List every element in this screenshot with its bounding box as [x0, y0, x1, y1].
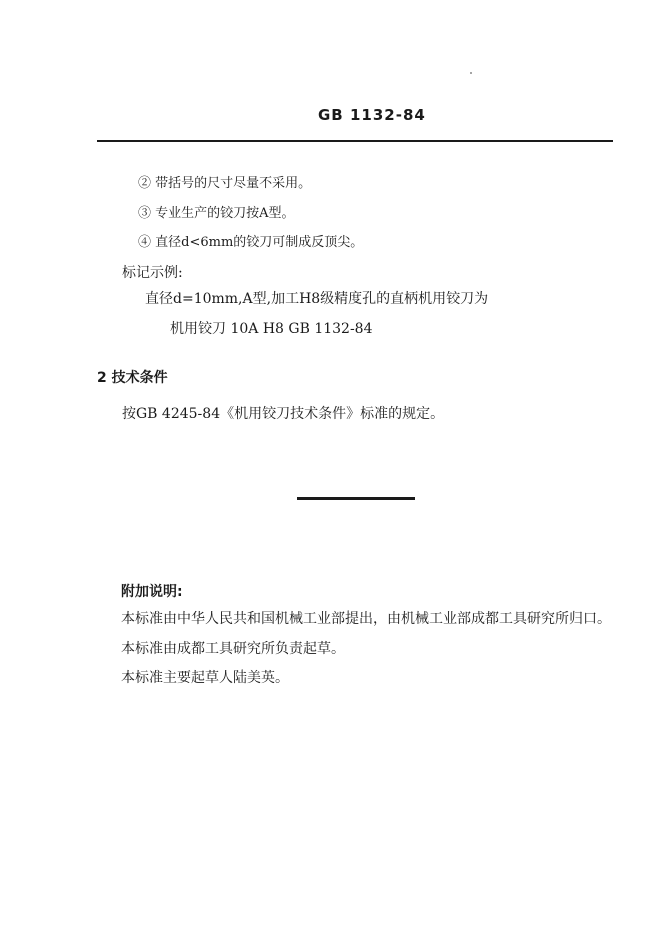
section-title-technical-conditions: 2 技术条件: [97, 370, 168, 386]
marking-example-title: 标记示例:: [122, 265, 183, 281]
additional-note-line: 本标准主要起草人陆美英。: [121, 670, 289, 686]
note-item: ③ 专业生产的铰刀按A型。: [138, 206, 295, 221]
additional-note-line: 本标准由成都工具研究所负责起草。: [121, 641, 345, 657]
additional-notes-title: 附加说明:: [121, 584, 183, 600]
additional-note-line: 本标准由中华人民共和国机械工业部提出，由机械工业部成都工具研究所归口。: [121, 611, 611, 627]
marking-code: 机用铰刀 10A H8 GB 1132-84: [170, 321, 373, 337]
note-item: ② 带括号的尺寸尽量不采用。: [138, 176, 312, 191]
scan-speck: [470, 72, 472, 74]
end-rule: [297, 497, 415, 500]
header-rule: [97, 140, 613, 142]
section-body-technical-conditions: 按GB 4245-84《机用铰刀技术条件》标准的规定。: [122, 406, 445, 422]
standard-code-header: GB 1132-84: [318, 106, 426, 124]
note-item: ④ 直径d<6mm的铰刀可制成反顶尖。: [138, 235, 364, 250]
marking-example-text: 直径d=10mm,A型,加工H8级精度孔的直柄机用铰刀为: [145, 291, 489, 307]
